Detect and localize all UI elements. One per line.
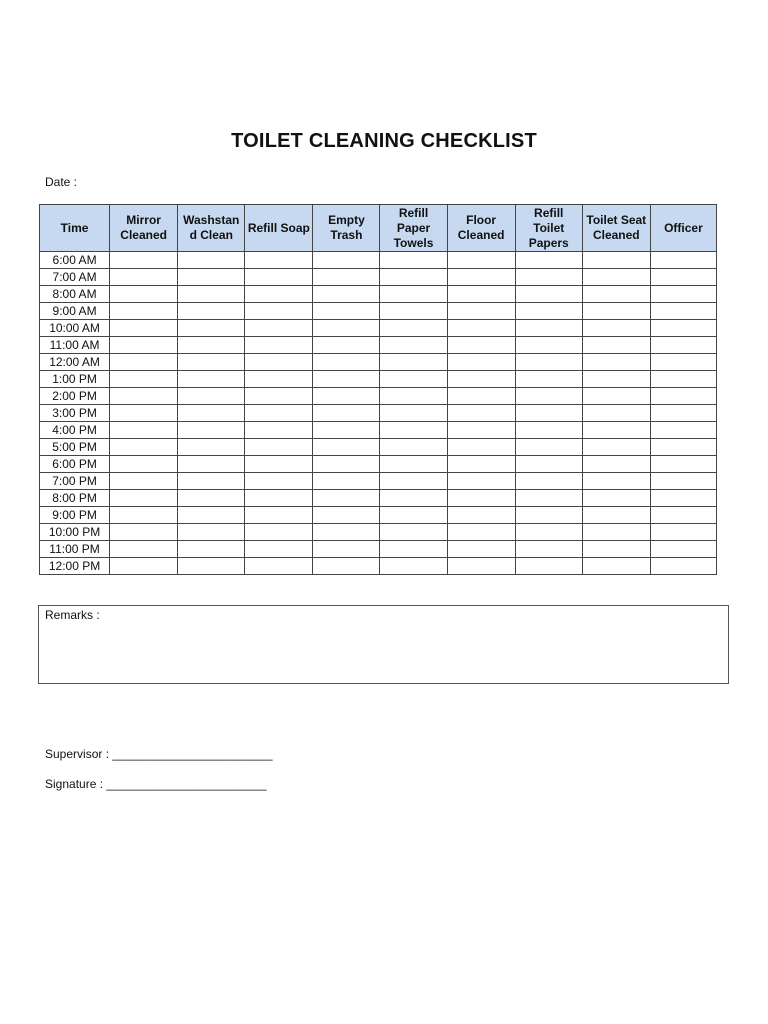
check-cell[interactable] <box>313 388 380 405</box>
header-officer: Officer <box>650 205 716 252</box>
check-cell[interactable] <box>178 490 245 507</box>
check-cell[interactable] <box>515 320 582 337</box>
check-cell[interactable] <box>245 286 313 303</box>
check-cell[interactable] <box>650 269 716 286</box>
check-cell[interactable] <box>245 507 313 524</box>
check-cell[interactable] <box>515 558 582 575</box>
check-cell[interactable] <box>447 252 515 269</box>
check-cell[interactable] <box>313 252 380 269</box>
check-cell[interactable] <box>110 541 178 558</box>
check-cell[interactable] <box>447 286 515 303</box>
check-cell[interactable] <box>515 388 582 405</box>
check-cell[interactable] <box>582 371 650 388</box>
time-cell: 11:00 PM <box>40 541 110 558</box>
check-cell[interactable] <box>178 354 245 371</box>
check-cell[interactable] <box>313 558 380 575</box>
check-cell[interactable] <box>178 371 245 388</box>
check-cell[interactable] <box>650 439 716 456</box>
check-cell[interactable] <box>650 507 716 524</box>
table-row <box>40 371 717 388</box>
page-title: TOILET CLEANING CHECKLIST <box>231 130 537 152</box>
check-cell[interactable] <box>178 388 245 405</box>
check-cell[interactable] <box>582 252 650 269</box>
header-mirror-cleaned: Mirror Cleaned <box>110 205 178 252</box>
table-row <box>40 269 717 286</box>
table-row <box>40 303 717 320</box>
check-cell[interactable] <box>650 558 716 575</box>
check-cell[interactable] <box>582 388 650 405</box>
check-cell[interactable] <box>110 388 178 405</box>
header-floor-cleaned: Floor Cleaned <box>447 205 515 252</box>
check-cell[interactable] <box>515 303 582 320</box>
check-cell[interactable] <box>447 269 515 286</box>
check-cell[interactable] <box>447 371 515 388</box>
check-cell[interactable] <box>380 422 447 439</box>
check-cell[interactable] <box>110 473 178 490</box>
remarks-box[interactable] <box>38 605 729 684</box>
date-label: Date : <box>45 175 78 189</box>
check-cell[interactable] <box>110 524 178 541</box>
supervisor-line: Supervisor : ________________________ <box>45 747 273 761</box>
header-refill-soap: Refill Soap <box>245 205 313 252</box>
check-cell[interactable] <box>313 269 380 286</box>
check-cell[interactable] <box>380 558 447 575</box>
check-cell[interactable] <box>110 405 178 422</box>
check-cell[interactable] <box>110 422 178 439</box>
header-refill-toilet-papers: Refill Toilet Papers <box>515 205 582 252</box>
check-cell[interactable] <box>178 405 245 422</box>
check-cell[interactable] <box>178 456 245 473</box>
check-cell[interactable] <box>178 507 245 524</box>
check-cell[interactable] <box>650 371 716 388</box>
check-cell[interactable] <box>650 524 716 541</box>
check-cell[interactable] <box>447 507 515 524</box>
check-cell[interactable] <box>447 422 515 439</box>
time-cell: 12:00 PM <box>40 558 110 575</box>
check-cell[interactable] <box>447 405 515 422</box>
header-empty-trash: Empty Trash <box>313 205 380 252</box>
check-cell[interactable] <box>582 456 650 473</box>
time-cell: 12:00 AM <box>40 354 110 371</box>
check-cell[interactable] <box>582 507 650 524</box>
check-cell[interactable] <box>650 320 716 337</box>
check-cell[interactable] <box>245 388 313 405</box>
table-row <box>40 388 717 405</box>
check-cell[interactable] <box>313 439 380 456</box>
check-cell[interactable] <box>380 405 447 422</box>
check-cell[interactable] <box>380 269 447 286</box>
check-cell[interactable] <box>650 473 716 490</box>
check-cell[interactable] <box>380 456 447 473</box>
header-refill-paper-towels: Refill Paper Towels <box>380 205 447 252</box>
check-cell[interactable] <box>313 354 380 371</box>
cleaning-checklist-table <box>39 204 717 575</box>
check-cell[interactable] <box>650 490 716 507</box>
check-cell[interactable] <box>582 405 650 422</box>
check-cell[interactable] <box>178 269 245 286</box>
check-cell[interactable] <box>313 456 380 473</box>
check-cell[interactable] <box>313 473 380 490</box>
check-cell[interactable] <box>178 473 245 490</box>
check-cell[interactable] <box>313 371 380 388</box>
check-cell[interactable] <box>650 422 716 439</box>
check-cell[interactable] <box>515 354 582 371</box>
check-cell[interactable] <box>380 252 447 269</box>
check-cell[interactable] <box>447 558 515 575</box>
check-cell[interactable] <box>313 286 380 303</box>
check-cell[interactable] <box>515 524 582 541</box>
table-row <box>40 286 717 303</box>
check-cell[interactable] <box>380 354 447 371</box>
time-cell: 6:00 AM <box>40 252 110 269</box>
check-cell[interactable] <box>650 303 716 320</box>
checklist-body <box>40 252 717 575</box>
check-cell[interactable] <box>447 456 515 473</box>
check-cell[interactable] <box>245 524 313 541</box>
table-row <box>40 354 717 371</box>
check-cell[interactable] <box>245 558 313 575</box>
remarks-label: Remarks : <box>45 608 100 622</box>
check-cell[interactable] <box>650 354 716 371</box>
check-cell[interactable] <box>313 320 380 337</box>
time-cell: 7:00 PM <box>40 473 110 490</box>
time-cell: 3:00 PM <box>40 405 110 422</box>
table-row <box>40 337 717 354</box>
check-cell[interactable] <box>380 286 447 303</box>
check-cell[interactable] <box>245 354 313 371</box>
time-cell: 9:00 AM <box>40 303 110 320</box>
check-cell[interactable] <box>447 354 515 371</box>
table-row <box>40 558 717 575</box>
table-header-row <box>40 205 717 252</box>
check-cell[interactable] <box>582 303 650 320</box>
check-cell[interactable] <box>447 303 515 320</box>
check-cell[interactable] <box>582 337 650 354</box>
check-cell[interactable] <box>245 252 313 269</box>
check-cell[interactable] <box>582 286 650 303</box>
check-cell[interactable] <box>515 269 582 286</box>
check-cell[interactable] <box>515 422 582 439</box>
check-cell[interactable] <box>447 439 515 456</box>
check-cell[interactable] <box>515 490 582 507</box>
time-cell: 4:00 PM <box>40 422 110 439</box>
time-cell: 8:00 PM <box>40 490 110 507</box>
check-cell[interactable] <box>515 405 582 422</box>
check-cell[interactable] <box>178 286 245 303</box>
check-cell[interactable] <box>582 269 650 286</box>
time-cell: 7:00 AM <box>40 269 110 286</box>
time-cell: 5:00 PM <box>40 439 110 456</box>
check-cell[interactable] <box>313 524 380 541</box>
check-cell[interactable] <box>110 303 178 320</box>
check-cell[interactable] <box>110 337 178 354</box>
check-cell[interactable] <box>582 354 650 371</box>
check-cell[interactable] <box>582 541 650 558</box>
table-row <box>40 473 717 490</box>
check-cell[interactable] <box>515 337 582 354</box>
check-cell[interactable] <box>313 541 380 558</box>
check-cell[interactable] <box>650 405 716 422</box>
check-cell[interactable] <box>110 456 178 473</box>
check-cell[interactable] <box>110 439 178 456</box>
check-cell[interactable] <box>380 388 447 405</box>
check-cell[interactable] <box>245 422 313 439</box>
header-washstand-clean: Washstand Clean <box>178 205 245 252</box>
table-row <box>40 252 717 269</box>
check-cell[interactable] <box>245 405 313 422</box>
check-cell[interactable] <box>178 439 245 456</box>
check-cell[interactable] <box>515 456 582 473</box>
check-cell[interactable] <box>178 252 245 269</box>
check-cell[interactable] <box>245 473 313 490</box>
check-cell[interactable] <box>178 558 245 575</box>
check-cell[interactable] <box>245 303 313 320</box>
check-cell[interactable] <box>313 337 380 354</box>
check-cell[interactable] <box>650 252 716 269</box>
check-cell[interactable] <box>313 303 380 320</box>
check-cell[interactable] <box>245 337 313 354</box>
check-cell[interactable] <box>110 252 178 269</box>
table-row <box>40 439 717 456</box>
check-cell[interactable] <box>380 303 447 320</box>
check-cell[interactable] <box>582 473 650 490</box>
check-cell[interactable] <box>313 422 380 439</box>
check-cell[interactable] <box>178 422 245 439</box>
check-cell[interactable] <box>582 422 650 439</box>
check-cell[interactable] <box>380 541 447 558</box>
check-cell[interactable] <box>447 490 515 507</box>
check-cell[interactable] <box>178 524 245 541</box>
check-cell[interactable] <box>650 541 716 558</box>
table-row <box>40 524 717 541</box>
table-row <box>40 490 717 507</box>
check-cell[interactable] <box>313 405 380 422</box>
check-cell[interactable] <box>515 252 582 269</box>
check-cell[interactable] <box>582 524 650 541</box>
check-cell[interactable] <box>515 439 582 456</box>
check-cell[interactable] <box>313 490 380 507</box>
check-cell[interactable] <box>380 473 447 490</box>
table-row <box>40 456 717 473</box>
check-cell[interactable] <box>447 388 515 405</box>
check-cell[interactable] <box>515 473 582 490</box>
time-cell: 9:00 PM <box>40 507 110 524</box>
check-cell[interactable] <box>650 286 716 303</box>
time-cell: 1:00 PM <box>40 371 110 388</box>
check-cell[interactable] <box>582 439 650 456</box>
table-row <box>40 405 717 422</box>
time-cell: 2:00 PM <box>40 388 110 405</box>
check-cell[interactable] <box>178 337 245 354</box>
check-cell[interactable] <box>380 507 447 524</box>
check-cell[interactable] <box>245 320 313 337</box>
check-cell[interactable] <box>582 558 650 575</box>
check-cell[interactable] <box>582 490 650 507</box>
check-cell[interactable] <box>515 371 582 388</box>
header-time: Time <box>40 205 110 252</box>
time-cell: 8:00 AM <box>40 286 110 303</box>
check-cell[interactable] <box>178 320 245 337</box>
check-cell[interactable] <box>447 541 515 558</box>
check-cell[interactable] <box>650 456 716 473</box>
time-cell: 10:00 AM <box>40 320 110 337</box>
check-cell[interactable] <box>110 558 178 575</box>
check-cell[interactable] <box>313 507 380 524</box>
check-cell[interactable] <box>245 456 313 473</box>
check-cell[interactable] <box>245 541 313 558</box>
check-cell[interactable] <box>380 490 447 507</box>
check-cell[interactable] <box>515 507 582 524</box>
check-cell[interactable] <box>447 337 515 354</box>
signature-line: Signature : ________________________ <box>45 777 267 791</box>
check-cell[interactable] <box>110 320 178 337</box>
check-cell[interactable] <box>245 490 313 507</box>
check-cell[interactable] <box>447 320 515 337</box>
check-cell[interactable] <box>380 439 447 456</box>
time-cell: 6:00 PM <box>40 456 110 473</box>
check-cell[interactable] <box>110 507 178 524</box>
check-cell[interactable] <box>245 439 313 456</box>
check-cell[interactable] <box>650 337 716 354</box>
time-cell: 11:00 AM <box>40 337 110 354</box>
table-row <box>40 320 717 337</box>
check-cell[interactable] <box>515 541 582 558</box>
check-cell[interactable] <box>582 320 650 337</box>
check-cell[interactable] <box>380 337 447 354</box>
table-row <box>40 541 717 558</box>
table-row <box>40 507 717 524</box>
check-cell[interactable] <box>447 473 515 490</box>
check-cell[interactable] <box>245 371 313 388</box>
check-cell[interactable] <box>380 320 447 337</box>
check-cell[interactable] <box>380 524 447 541</box>
check-cell[interactable] <box>447 524 515 541</box>
check-cell[interactable] <box>110 286 178 303</box>
check-cell[interactable] <box>110 490 178 507</box>
check-cell[interactable] <box>380 371 447 388</box>
check-cell[interactable] <box>110 354 178 371</box>
check-cell[interactable] <box>178 541 245 558</box>
check-cell[interactable] <box>178 303 245 320</box>
check-cell[interactable] <box>110 269 178 286</box>
time-cell: 10:00 PM <box>40 524 110 541</box>
check-cell[interactable] <box>515 286 582 303</box>
header-toilet-seat-cleaned: Toilet Seat Cleaned <box>582 205 650 252</box>
check-cell[interactable] <box>245 269 313 286</box>
check-cell[interactable] <box>110 371 178 388</box>
check-cell[interactable] <box>650 388 716 405</box>
table-row <box>40 422 717 439</box>
